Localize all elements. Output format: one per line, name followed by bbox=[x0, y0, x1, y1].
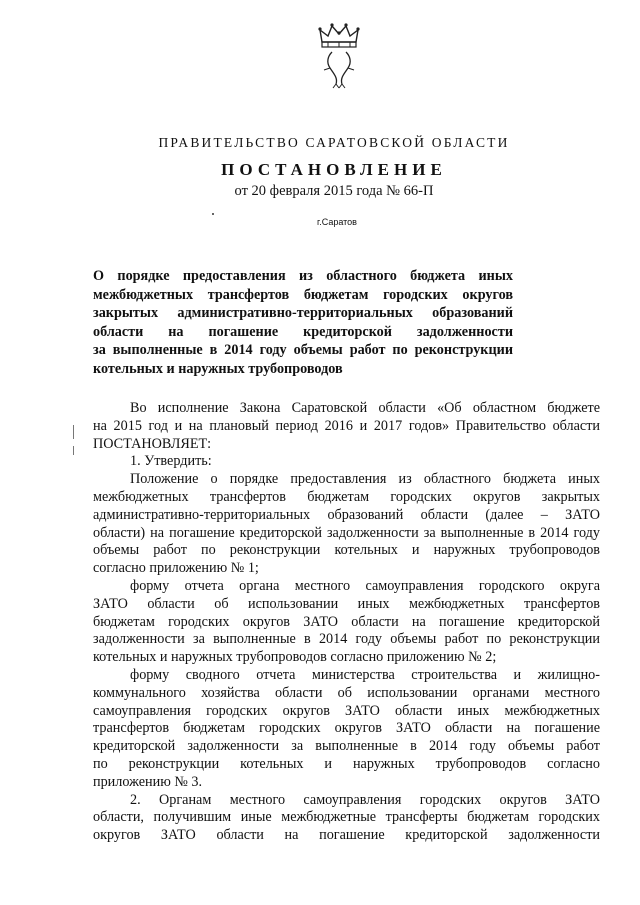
body-line: задолженности за выполненные в 2014 году объемы работ по реконструкции bbox=[93, 631, 600, 648]
document-type-title: ПОСТАНОВЛЕНИЕ bbox=[221, 160, 447, 179]
body-line: приложению № 3. bbox=[93, 773, 203, 790]
body-line: бюджетам городских округов ЗАТО области на погашение кредиторской bbox=[93, 613, 600, 630]
document-date-number: от 20 февраля 2015 года № 66-П bbox=[234, 183, 434, 199]
body-line: Во исполнение Закона Саратовской области «Об областном бюджете bbox=[130, 400, 600, 416]
margin-scan-mark bbox=[73, 446, 74, 455]
body-line: кредиторской задолженности за выполненные в 2014 году объемы работ bbox=[93, 738, 600, 755]
body-line: ПОСТАНОВЛЯЕТ: bbox=[93, 435, 212, 452]
body-line: Положение о порядке предоставления из областного бюджета иных bbox=[130, 471, 600, 488]
subject-line: закрытых административно-территориальных образований bbox=[93, 305, 513, 322]
body-line: согласно приложению № 1; bbox=[93, 560, 259, 577]
document-body bbox=[93, 400, 600, 845]
margin-scan-mark bbox=[73, 425, 74, 439]
body-line: котельных и наружных трубопроводов согласно приложению № 2; bbox=[93, 649, 497, 666]
body-line: административно-территориальных образований области (далее – ЗАТО bbox=[93, 506, 600, 523]
subject-line: котельных и наружных трубопроводов bbox=[93, 360, 343, 377]
body-line: 1. Утвердить: bbox=[130, 453, 212, 470]
body-line: ЗАТО области об использовании иных межбюджетных трансфертов bbox=[93, 595, 600, 612]
subject-line: О порядке предоставления из областного бюджета иных bbox=[93, 268, 513, 284]
subject-line: за выполненные в 2014 году объемы работ по реконструкции bbox=[93, 342, 513, 359]
body-line: форму сводного отчета министерства строительства и жилищно- bbox=[130, 666, 600, 683]
subject-line: межбюджетных трансфертов бюджетам городских округов bbox=[93, 286, 513, 303]
body-line: области, получившим иные межбюджетные трансферты бюджетам городских bbox=[93, 809, 600, 826]
body-line: области) на погашение кредиторской задолженности за выполненные в 2014 году bbox=[93, 524, 600, 541]
body-line: округов ЗАТО области на погашение кредиторской задолженности bbox=[93, 827, 600, 844]
body-line: 2. Органам местного самоуправления городских округов ЗАТО bbox=[130, 791, 600, 808]
document-city: г.Саратов bbox=[317, 217, 357, 227]
body-line: по реконструкции котельных и наружных трубопроводов согласно bbox=[93, 755, 600, 772]
scan-dot bbox=[212, 213, 214, 215]
subject-line: области на погашение кредиторской задолженности bbox=[93, 323, 513, 340]
document-subject bbox=[93, 267, 513, 379]
body-line: коммунального хозяйства области об использовании органами местного bbox=[93, 684, 600, 701]
body-line: объемы работ по реконструкции котельных и наружных трубопроводов bbox=[93, 542, 600, 559]
body-line: форму отчета органа местного самоуправления городского округа bbox=[130, 577, 600, 594]
body-line: межбюджетных трансфертов бюджетам городских округов закрытых bbox=[93, 488, 600, 505]
coat-of-arms-icon bbox=[314, 22, 364, 90]
body-line: самоуправления городских округов ЗАТО области иных межбюджетных bbox=[93, 702, 600, 719]
body-line: трансфертов бюджетам городских округов ЗАТО области на погашение bbox=[93, 720, 600, 737]
body-line: на 2015 год и на плановый период 2016 и 2017 годов» Правительство области bbox=[93, 417, 600, 434]
government-name: ПРАВИТЕЛЬСТВО САРАТОВСКОЙ ОБЛАСТИ bbox=[158, 135, 510, 150]
